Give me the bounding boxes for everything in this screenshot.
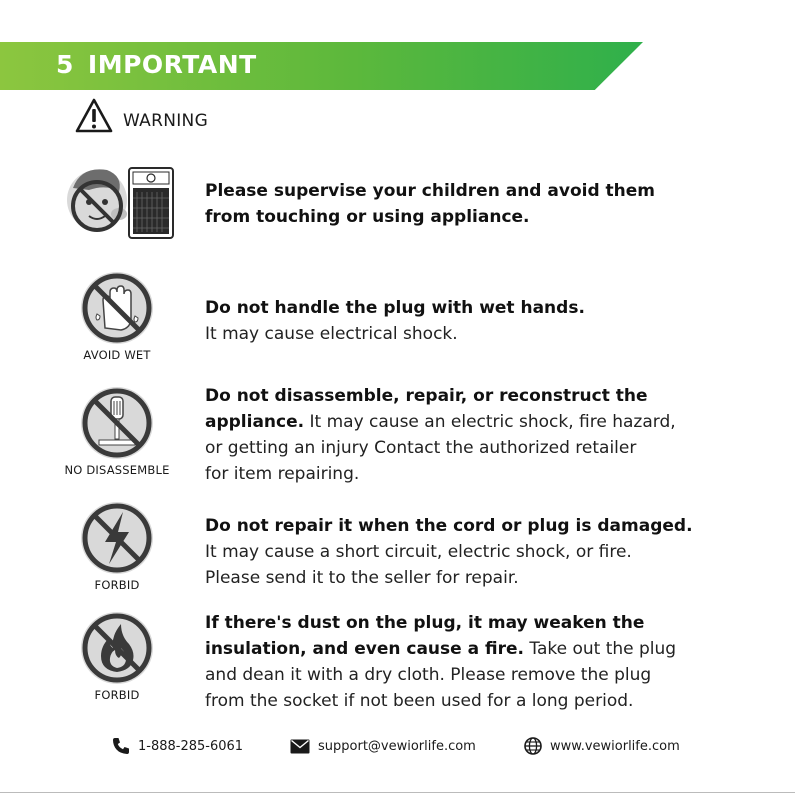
avoid-wet-hand-icon <box>79 270 155 346</box>
item-text: It may cause an electric shock, fire hazard, <box>304 412 676 432</box>
item-text-bold: insulation, and even cause a fire. <box>205 639 524 659</box>
child-warning-figure <box>44 162 204 244</box>
contact-footer <box>0 733 795 759</box>
warning-label: WARNING <box>123 111 209 131</box>
icon-caption: AVOID WET <box>83 348 151 362</box>
icon-caption: NO DISASSEMBLE <box>64 463 170 477</box>
avoid-wet-figure <box>37 270 197 362</box>
warning-triangle-icon <box>75 98 113 134</box>
bottom-divider <box>0 792 795 793</box>
item-text: It may cause a short circuit, electric shock, or fire. <box>205 542 632 562</box>
item-text-bold: from touching or using appliance. <box>205 207 530 227</box>
item-text-bold: Do not repair it when the cord or plug is damaged. <box>205 516 693 536</box>
section-title <box>56 50 257 80</box>
item-text: It may cause electrical shock. <box>205 324 458 344</box>
forbid-fire-icon <box>79 610 155 686</box>
phone-icon <box>112 737 130 755</box>
icon-caption: FORBID <box>94 578 140 592</box>
phone-number: 1-888-285-6061 <box>138 738 244 754</box>
child-with-appliance-prohibited-icon <box>59 162 189 244</box>
item-text: for item repairing. <box>205 464 360 484</box>
email-address: support@vewiorlife.com <box>318 738 476 754</box>
section-number: 5 <box>56 50 74 79</box>
mail-icon <box>290 739 310 754</box>
globe-icon <box>524 737 542 755</box>
item-text-bold: appliance. <box>205 412 305 432</box>
no-disassemble-screwdriver-icon <box>79 385 155 461</box>
no-disassemble-figure <box>37 385 197 477</box>
item-text: or getting an injury Contact the authorized retailer <box>205 438 637 458</box>
item-text: and dean it with a dry cloth. Please remove the plug <box>205 665 652 685</box>
item-damaged-cord <box>205 513 735 591</box>
forbid-lightning-icon <box>79 500 155 576</box>
website-url: www.vewiorlife.com <box>550 738 680 754</box>
item-text-bold: Do not disassemble, repair, or reconstruct the <box>205 386 648 406</box>
section-title-text: IMPORTANT <box>87 50 257 79</box>
icon-caption: FORBID <box>94 688 140 702</box>
item-text-bold: Please supervise your children and avoid them <box>205 181 656 201</box>
footer-website <box>524 733 680 759</box>
item-text: Please send it to the seller for repair. <box>205 568 519 588</box>
item-text: Take out the plug <box>523 639 677 659</box>
forbid-fire-figure <box>37 610 197 702</box>
item-dust-on-plug <box>205 610 735 714</box>
footer-email <box>290 733 476 759</box>
item-text-bold: If there's dust on the plug, it may weaken the <box>205 613 645 633</box>
forbid-lightning-figure <box>37 500 197 592</box>
footer-phone <box>112 733 243 759</box>
item-supervise-children <box>205 178 735 230</box>
item-wet-hands <box>205 295 735 347</box>
item-no-disassemble <box>205 383 735 487</box>
item-text-bold: Do not handle the plug with wet hands. <box>205 298 585 318</box>
warning-heading <box>75 96 208 136</box>
item-text: from the socket if not been used for a long period. <box>205 691 634 711</box>
